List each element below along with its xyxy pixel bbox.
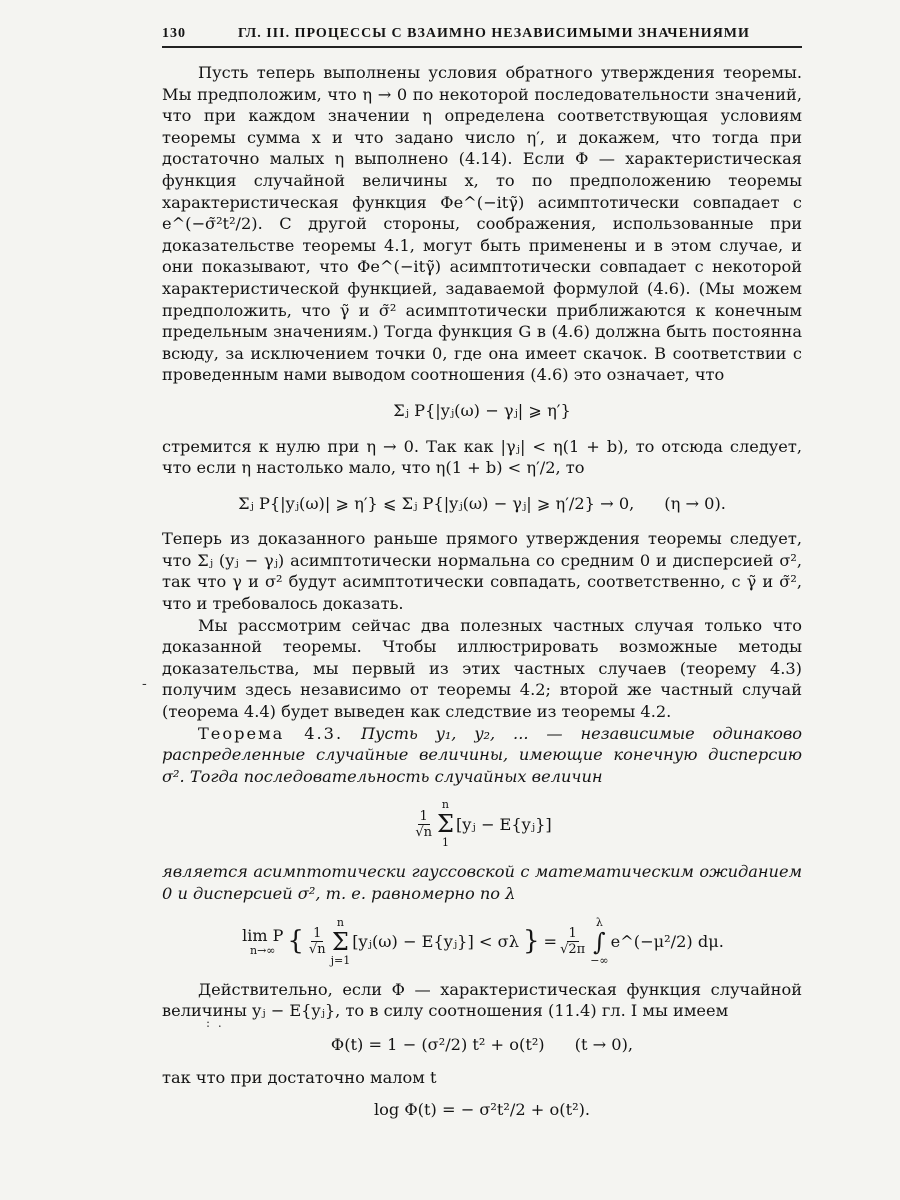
page-body	[162, 62, 802, 1121]
equation-log-characteristic: log Φ(t) = − σ²t²/2 + o(t²).	[373, 1099, 591, 1119]
integral-sign: λ ∫ −∞	[590, 915, 609, 967]
margin-dash-mark: -	[142, 676, 147, 692]
equation-characteristic-expansion: Φ(t) = 1 − (σ²/2) t² + o(t²) (t → 0),	[330, 1034, 634, 1054]
paragraph-indeed: Действительно, если Φ — характеристическая функция случайной величины yⱼ − E{yⱼ}, то в силу соотношения (11.4) гл. I мы имеем	[162, 979, 802, 1021]
paragraph-asymptotically-gaussian: является асимптотически гауссовской с математическим ожиданием 0 и дисперсией σ², т. е. равномерно по λ	[162, 862, 802, 903]
theorem-4-3	[162, 723, 802, 788]
theorem-label: Теорема 4.3.	[198, 723, 344, 743]
running-header	[162, 26, 802, 48]
paragraph-conclusion: Теперь из доказанного раньше прямого утверждения теоремы следует, что Σⱼ (yⱼ − γⱼ) асимптотически нормальна со средним 0 и дисперсией σ², так что γ и σ² будут асимптотически совпадать, соответственно, с γ̃ и σ̃², что и требовалось доказать.	[162, 529, 802, 614]
equation-normalized-sum	[162, 799, 802, 849]
margin-dot-mark: : .	[206, 1016, 224, 1030]
equation-inequality-body: Σⱼ P{|yⱼ(ω)| ⩾ η′} ⩽ Σⱼ P{|yⱼ(ω) − γⱼ| ⩾ η′/2} → 0,	[238, 493, 635, 513]
equation-inequality	[162, 493, 802, 515]
fraction-one-over-root-n-2: $\frac{1}{√n}$	[308, 926, 326, 958]
paragraph-special-cases: Мы рассмотрим сейчас два полезных частных случая только что доказанной теоремы. Чтобы иллюстрировать возможные методы доказательства, мы первый из этих частных случаев (теорему 4.3) получим здесь независимо от теоремы 4.2; второй же частный случай (теорема 4.4) будет выведен как следствие из теоремы 4.2.	[162, 615, 802, 722]
fraction-one-over-root-2pi: $\frac{1}{√2\pi}$	[560, 926, 586, 958]
fraction-one-over-root-n: $\frac{1}{√n}$	[415, 808, 432, 840]
summation-sign-2: n Σ j=1	[330, 915, 351, 967]
equation-inequality-condition: (η → 0).	[664, 493, 726, 513]
running-title: ГЛ. III. ПРОЦЕССЫ С ВЗАИМНО НЕЗАВИСИМЫМИ ЗНАЧЕНИЯМИ	[238, 26, 750, 41]
summation-sign: n Σ 1	[436, 798, 454, 850]
equation-limit: lim P n→∞ { $\frac{1}{√n}$ n Σ j=1 [yⱼ(ω) − E{yⱼ}] < σλ } = $\frac{1}{√2\pi}$ λ ∫ −∞ e^(−μ²/2) dμ.	[242, 915, 724, 967]
limit-operator: lim P n→∞	[242, 925, 284, 957]
paragraph-converse-proof: Пусть теперь выполнены условия обратного утверждения теоремы. Мы предположим, что η → 0 по некоторой последовательности значений, что при каждом значении η определена соответствующая условиям теоремы сумма x и что задано число η′, и докажем, что тогда при достаточно малых η выполнено (4.14). Если Φ — характеристическая функция случайной величины x, то по предположению теоремы характеристическая функция Φe^(−itγ̃) асимптотически совпадает с e^(−σ̃²t²/2). С другой стороны, соображения, использованные при доказательстве теоремы 4.1, могут быть применены и в этом случае, и они показывают, что Φe^(−itγ̃) асимптотически совпадает с некоторой характеристической функцией, задаваемой формулой (4.6). (Мы можем предположить, что γ̃ и σ̃² асимптотически приближаются к конечным предельным значениям.) Тогда функция G в (4.6) должна быть постоянна всюду, за исключением точки 0, где она имеет скачок. В соответствии с проведенным нами выводом соотношения (4.6) это означает, что	[162, 63, 802, 385]
paragraph-tends-to-zero: стремится к нулю при η → 0. Так как |γⱼ| < η(1 + b), то отсюда следует, что если η настолько мало, что η(1 + b) < η′/2, то	[162, 436, 802, 478]
theorem-statement: Пусть y₁, y₂, ... — независимые одинаково распределенные случайные величины, имеющие конечную дисперсию σ². Тогда последовательность случайных величин	[162, 723, 802, 786]
summand: [yⱼ − E{yⱼ}]	[455, 814, 552, 834]
equation-sum-probability: Σⱼ P{|yⱼ(ω) − γⱼ| ⩾ η′}	[393, 400, 571, 420]
paragraph-small-t: так что при достаточно малом t	[162, 1068, 437, 1088]
page-number: 130	[162, 26, 186, 41]
